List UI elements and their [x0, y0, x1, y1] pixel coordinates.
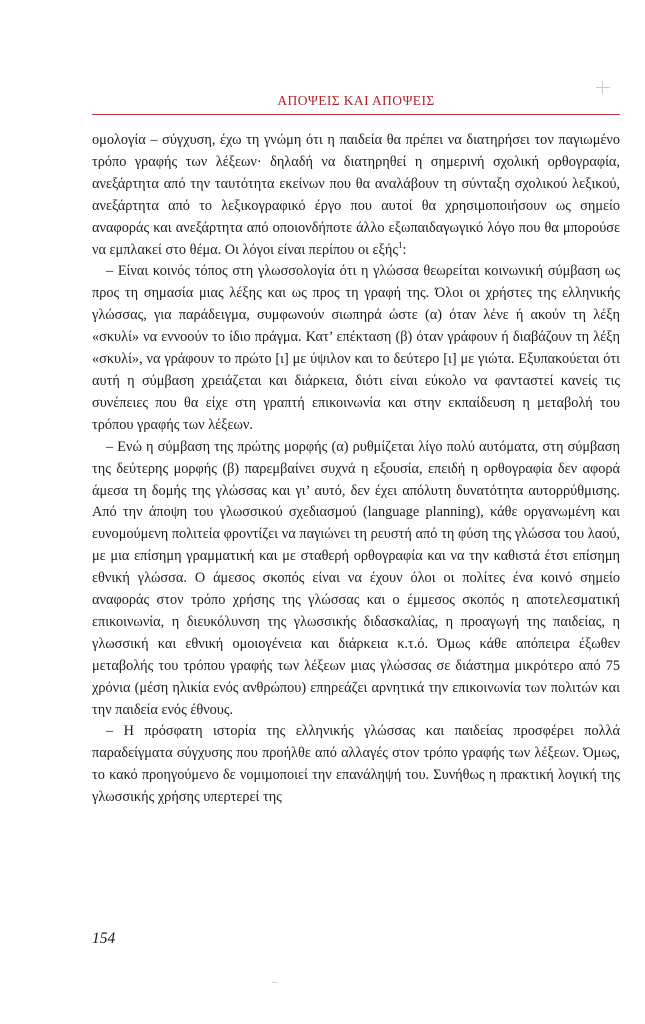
paragraph-1: [92, 130, 620, 261]
running-head-rule: [92, 114, 620, 115]
running-head-title: ΑΠΟΨΕΙΣ ΚΑΙ ΑΠΟΨΕΙΣ: [277, 93, 435, 108]
page-number: 154: [92, 930, 116, 947]
body-text: [92, 130, 620, 809]
scan-speck: [272, 982, 277, 983]
paragraph-3: – Ενώ η σύμβαση της πρώτης μορφής (α) ρυθμίζεται λίγο πολύ αυτόματα, στη σύμβαση της δεύτερης μορφής (β) παρεμβαίνει συχνά η εξουσία, επειδή η ορθογραφία δεν αφορά άμεσα τη δομής της γλώσσας και γι’ αυτό, δεν έχει απόλυτη δυνατότητα αυτορρύθμισης. Από την άποψη του γλωσσικού σχεδιασμού (language planning), κάθε οργανωμένη και ευνομούμενη πολιτεία φροντίζει να παγιώνει τη ρευστή από τη φύση της γλώσσα του λαού, με μια επίσημη γραμματική και με σταθερή ορθογραφία και να την καθιστά έτσι επίσημη εθνική γλώσσα. Ο άμεσος σκοπός είναι να έχουν όλοι οι πολίτες ένα κοινό σημείο αναφοράς στον τρόπο χρήσης της γλώσσας και ο έμμεσος σκοπός η αποτελεσματική επικοινωνία, η διευκόλυνση της γλωσσικής διδασκαλίας, η προαγωγή της παιδείας, η γλωσσική και εθνική ομοιογένεια και διάρκεια κ.τ.ό. Όμως κάθε απόπειρα έξωθεν μεταβολής του τρόπου γραφής των λέξεων μιας γλώσσας σε διάστημα μικρότερο από 75 χρόνια (μέση ηλικία ενός ανθρώπου) επηρεάζει αρνητικά την επικοινωνία των πολιτών και την παιδεία ενός έθνους.: [92, 438, 620, 718]
paragraph-4: – Η πρόσφατη ιστορία της ελληνικής γλώσσας και παιδείας προσφέρει πολλά παραδείγματα σύγχυσης που προήλθε από αλλαγές στον τρόπο γραφής των λέξεων. Όμως, το κακό προηγούμενο δε νομιμοποιεί την επανάληψή του. Συνήθως η πρακτική λογική της γλωσσικής χρήσης υπερτερεί της: [92, 723, 620, 806]
footnote-marker: 1: [398, 239, 403, 250]
paragraph-2: – Είναι κοινός τόπος στη γλωσσολογία ότι η γλώσσα θεωρείται κοινωνική σύμβαση ως προς τη σημασία μιας λέξης και ως προς τη γραφή της. Όλοι οι χρήστες της ελληνικής γλώσσας, για παράδειγμα, συμφωνούν σιωπηρά ώστε (α) όταν λένε ή ακούν τη λέξη «σκυλί» να εννοούν το ίδιο πράγμα. Κατ’ επέκταση (β) όταν γράφουν ή διαβάζουν τη λέξη «σκυλί», να γράφουν το πρώτο [ι] με ύψιλον και το δεύτερο [ι] με γιώτα. Εξυπακούεται ότι αυτή η σύμβαση χρειάζεται και διάρκεια, διότι είναι εύκολο να φανταστεί κανείς τις συνέπειες που θα είχε στη γραπτή επικοινωνία και στην εκπαίδευση η μεταβολή του τρόπου γραφής των λέξεων.: [92, 263, 620, 433]
paragraph-1-end: :: [402, 241, 407, 258]
running-head: [92, 92, 620, 110]
crop-mark: [596, 87, 610, 88]
paragraph-1-text: ομολογία – σύγχυση, έχω τη γνώμη ότι η παιδεία θα πρέπει να διατηρήσει τον παγιωμένο τρόπο γραφής των λέξεων· δηλαδή να διατηρηθεί η σημερινή σχολική ορθογραφία, ανεξάρτητα από την ταυτότητα εκείνων που θα αναλάβουν τη σύνταξη σχολικού λεξικού, ανεξάρτητα από το λεξικογραφικό έργο που αυτοί θα χρησιμοποιήσουν ως σημείο αναφοράς και ανεξάρτητα από οποιονδήποτε άλλο εξωπαιδαγωγικό λόγο που θα μπορούσε να εμπλακεί στο θέμα. Οι λόγοι είναι περίπου οι εξής: [92, 132, 620, 258]
